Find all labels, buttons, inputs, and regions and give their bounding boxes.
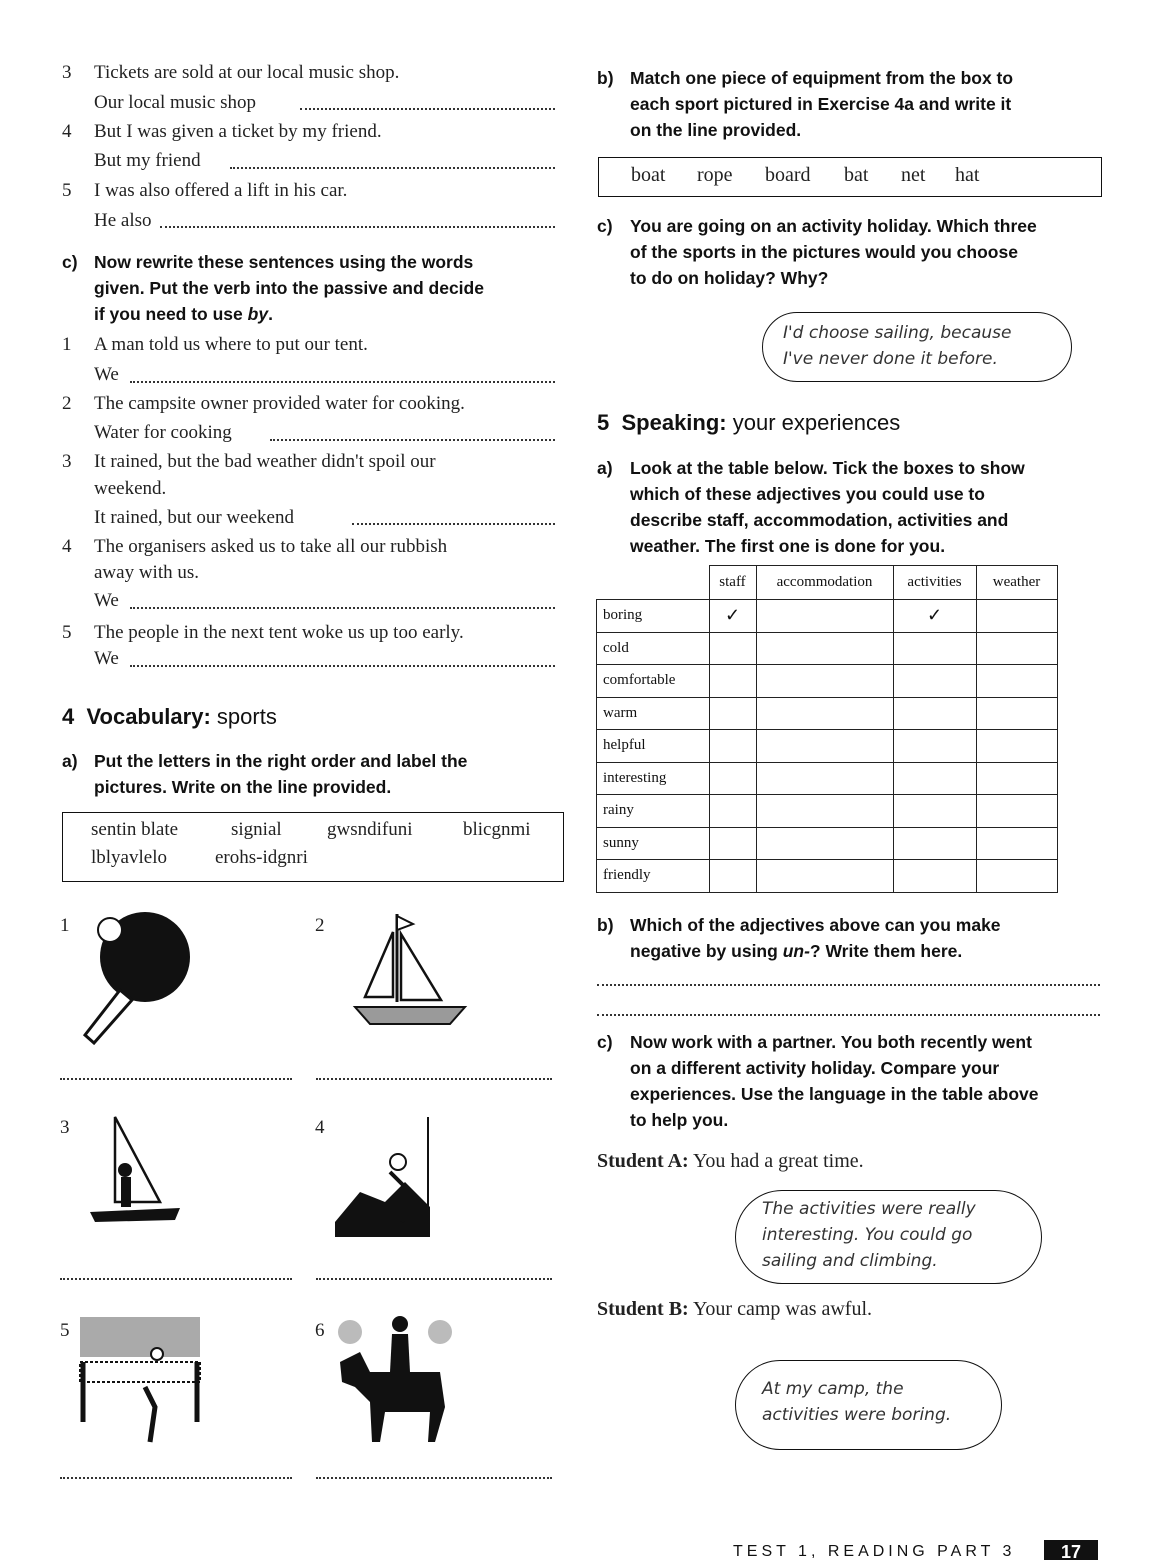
- sentence: It rained, but the bad weather didn't spoil our: [94, 451, 436, 472]
- student-a-line: [597, 1150, 864, 1173]
- row-label: warm: [597, 697, 710, 730]
- item-number: 3: [62, 451, 72, 472]
- student-b-line: [597, 1298, 872, 1321]
- sentence: The organisers asked us to take all our rubbish: [94, 536, 448, 557]
- exercise-label: b): [597, 915, 614, 935]
- tick-box[interactable]: [709, 730, 756, 763]
- tick-box[interactable]: [756, 632, 893, 665]
- equipment-word: rope: [697, 164, 733, 186]
- item-number: 5: [62, 622, 72, 643]
- instruction-text: if you need to use: [94, 304, 248, 324]
- instruction: to help you.: [630, 1110, 729, 1130]
- tick-box[interactable]: [756, 860, 893, 893]
- equipment-word: net: [901, 164, 926, 186]
- item-number: 3: [62, 62, 72, 83]
- item-number: 4: [62, 536, 72, 557]
- table-row: [597, 697, 1058, 730]
- instruction: given. Put the verb into the passive and decide: [94, 278, 484, 298]
- table-row: [597, 762, 1058, 795]
- tick-box[interactable]: [976, 860, 1057, 893]
- answer-line[interactable]: [60, 1278, 292, 1280]
- bubble-text: sailing and climbing.: [762, 1251, 938, 1271]
- table-row: [597, 827, 1058, 860]
- equipment-word: board: [765, 164, 811, 186]
- equipment-word: boat: [631, 164, 666, 186]
- item-number: 4: [62, 121, 72, 142]
- instruction: which of these adjectives you could use to: [630, 484, 985, 504]
- instruction: experiences. Use the language in the table above: [630, 1084, 1039, 1104]
- instruction-text: .: [268, 304, 273, 324]
- tick-box[interactable]: [756, 827, 893, 860]
- table-row: [597, 665, 1058, 698]
- answer-line[interactable]: [597, 984, 1100, 986]
- answer-line[interactable]: [160, 226, 555, 228]
- sentence: The people in the next tent woke us up too early.: [94, 622, 464, 643]
- instruction: on the line provided.: [630, 120, 802, 140]
- exercise-label: a): [62, 751, 78, 771]
- table-row: [597, 730, 1058, 763]
- bubble-text: activities were boring.: [762, 1405, 952, 1425]
- instruction: [94, 304, 273, 325]
- instruction: [630, 941, 962, 962]
- bubble-text: I've never done it before.: [783, 349, 998, 369]
- tick-box[interactable]: [709, 632, 756, 665]
- prompt: It rained, but our weekend: [94, 507, 294, 528]
- column-header: activities: [893, 566, 976, 600]
- row-label: cold: [597, 632, 710, 665]
- tick-box[interactable]: [976, 730, 1057, 763]
- picture-number: 1: [60, 915, 70, 936]
- tick-box[interactable]: [709, 860, 756, 893]
- row-label: rainy: [597, 795, 710, 828]
- bubble-text: interesting. You could go: [762, 1225, 973, 1245]
- tick-box[interactable]: [976, 762, 1057, 795]
- tick-box[interactable]: [709, 827, 756, 860]
- tick-box[interactable]: [709, 795, 756, 828]
- table-tennis-bat-icon: [80, 905, 200, 1045]
- section-heading: [597, 410, 900, 436]
- speaker-text: You had a great time.: [688, 1150, 864, 1172]
- tick-box[interactable]: [893, 665, 976, 698]
- anagram: sentin blate: [91, 819, 179, 840]
- sentence: weekend.: [94, 478, 167, 499]
- instruction: describe staff, accommodation, activities and: [630, 510, 1009, 530]
- anagram: lblyavlelo: [91, 847, 167, 868]
- sentence: Tickets are sold at our local music shop.: [94, 62, 400, 83]
- equipment-box: [598, 157, 1102, 197]
- tick-box[interactable]: ✓: [893, 600, 976, 633]
- prompt: Water for cooking: [94, 422, 232, 443]
- picture-number: 2: [315, 915, 325, 936]
- table-row: [597, 632, 1058, 665]
- section-heading: [62, 704, 277, 730]
- row-label: boring: [597, 600, 710, 633]
- sentence: The campsite owner provided water for cooking.: [94, 393, 465, 414]
- section-number: 5: [597, 410, 610, 435]
- picture-number: 3: [60, 1117, 70, 1138]
- instruction: Now rewrite these sentences using the words: [94, 252, 474, 272]
- answer-line[interactable]: [316, 1078, 552, 1080]
- table-row: [597, 860, 1058, 893]
- prompt: We: [94, 648, 119, 669]
- sailing-boat-icon: [335, 912, 475, 1032]
- instruction: weather. The first one is done for you.: [630, 536, 946, 556]
- tick-box[interactable]: [976, 665, 1057, 698]
- answer-line[interactable]: [130, 607, 555, 609]
- tick-box[interactable]: [756, 697, 893, 730]
- tick-box[interactable]: [893, 730, 976, 763]
- prompt: We: [94, 590, 119, 611]
- instruction: on a different activity holiday. Compare your: [630, 1058, 1000, 1078]
- rock-climbing-icon: [330, 1112, 440, 1242]
- tick-box[interactable]: [976, 697, 1057, 730]
- tick-box[interactable]: [976, 600, 1057, 633]
- instruction: Look at the table below. Tick the boxes to show: [630, 458, 1025, 478]
- answer-line[interactable]: [316, 1278, 552, 1280]
- answer-line[interactable]: [60, 1477, 292, 1479]
- row-label: interesting: [597, 762, 710, 795]
- instruction-text: negative by using: [630, 941, 783, 961]
- picture-number: 5: [60, 1320, 70, 1341]
- exercise-label: b): [597, 68, 614, 88]
- equipment-word: hat: [955, 164, 980, 186]
- instruction: pictures. Write on the line provided.: [94, 777, 392, 797]
- anagram: erohs-idgnri: [215, 847, 308, 868]
- sentence: away with us.: [94, 562, 200, 583]
- section-number: 4: [62, 704, 75, 729]
- tick-box[interactable]: [709, 697, 756, 730]
- tick-box[interactable]: [756, 762, 893, 795]
- windsurfing-icon: [85, 1112, 185, 1227]
- tick-box[interactable]: [893, 762, 976, 795]
- exercise-label: c): [597, 216, 613, 236]
- anagram-box: [62, 812, 564, 882]
- answer-line[interactable]: [230, 167, 555, 169]
- tick-box[interactable]: ✓: [709, 600, 756, 633]
- instruction: each sport pictured in Exercise 4a and write it: [630, 94, 1012, 114]
- row-label: helpful: [597, 730, 710, 763]
- tick-box[interactable]: [756, 795, 893, 828]
- footer-text: TEST 1, READING PART 3: [733, 1543, 1016, 1560]
- tick-box[interactable]: [756, 600, 893, 633]
- picture-number: 4: [315, 1117, 325, 1138]
- corner-cell: [597, 566, 710, 600]
- instruction-text: ? Write them here.: [809, 941, 963, 961]
- item-number: 1: [62, 334, 72, 355]
- column-header: weather: [976, 566, 1057, 600]
- bubble-text: At my camp, the: [762, 1379, 904, 1399]
- tick-box[interactable]: [893, 795, 976, 828]
- answer-line[interactable]: [270, 439, 555, 441]
- instruction: You are going on an activity holiday. Which three: [630, 216, 1037, 236]
- speech-bubble: [735, 1360, 1002, 1450]
- prompt: Our local music shop: [94, 92, 257, 113]
- bubble-text: The activities were really: [762, 1199, 976, 1219]
- instruction-italic: by: [247, 304, 269, 324]
- item-number: 5: [62, 180, 72, 201]
- table-row: [597, 795, 1058, 828]
- speaker-label: Student A:: [597, 1150, 689, 1172]
- answer-line[interactable]: [60, 1078, 292, 1080]
- adjective-table: [596, 565, 1058, 893]
- column-header: accommodation: [756, 566, 893, 600]
- row-label: friendly: [597, 860, 710, 893]
- instruction: Which of the adjectives above can you make: [630, 915, 1001, 935]
- anagram: blicgnmi: [463, 819, 531, 840]
- prompt: But my friend: [94, 150, 201, 171]
- volleyball-icon: [75, 1312, 205, 1447]
- prompt: He also: [94, 210, 152, 231]
- tick-box[interactable]: [893, 632, 976, 665]
- anagram: signial: [231, 819, 282, 840]
- instruction: of the sports in the pictures would you choose: [630, 242, 1018, 262]
- sentence: A man told us where to put our tent.: [94, 334, 368, 355]
- anagram: gwsndifuni: [327, 819, 413, 840]
- column-header: staff: [709, 566, 756, 600]
- bubble-text: I'd choose sailing, because: [783, 323, 1012, 343]
- exercise-label: a): [597, 458, 613, 478]
- horse-riding-icon: [330, 1312, 460, 1447]
- tick-box[interactable]: [756, 730, 893, 763]
- answer-line[interactable]: [597, 1014, 1100, 1016]
- instruction-italic: un-: [782, 941, 810, 961]
- tick-box[interactable]: [709, 665, 756, 698]
- answer-line[interactable]: [300, 108, 555, 110]
- tick-box[interactable]: [756, 665, 893, 698]
- row-label: sunny: [597, 827, 710, 860]
- instruction: to do on holiday? Why?: [630, 268, 829, 288]
- sentence: I was also offered a lift in his car.: [94, 180, 348, 201]
- tick-box[interactable]: [893, 827, 976, 860]
- tick-box[interactable]: [976, 827, 1057, 860]
- speaker-text: Your camp was awful.: [688, 1298, 873, 1320]
- speech-bubble: [735, 1190, 1042, 1284]
- equipment-word: bat: [844, 164, 869, 186]
- section-topic: your experiences: [726, 410, 901, 435]
- section-topic: sports: [210, 704, 277, 729]
- exercise-label: c): [62, 252, 78, 272]
- answer-line[interactable]: [316, 1477, 552, 1479]
- section-title: Vocabulary:: [86, 704, 211, 729]
- instruction: Match one piece of equipment from the box to: [630, 68, 1014, 88]
- tick-box[interactable]: [976, 795, 1057, 828]
- prompt: We: [94, 364, 119, 385]
- tick-box[interactable]: [893, 860, 976, 893]
- answer-line[interactable]: [352, 523, 555, 525]
- tick-box[interactable]: [976, 632, 1057, 665]
- picture-number: 6: [315, 1320, 325, 1341]
- speaker-label: Student B:: [597, 1298, 689, 1320]
- exercise-label: c): [597, 1032, 613, 1052]
- instruction: Now work with a partner. You both recently went: [630, 1032, 1032, 1052]
- tick-box[interactable]: [893, 697, 976, 730]
- section-title: Speaking:: [621, 410, 727, 435]
- table-row: [597, 600, 1058, 633]
- instruction: Put the letters in the right order and label the: [94, 751, 468, 771]
- item-number: 2: [62, 393, 72, 414]
- speech-bubble: [762, 312, 1072, 382]
- answer-line[interactable]: [130, 381, 555, 383]
- row-label: comfortable: [597, 665, 710, 698]
- page-number: 17: [1044, 1540, 1098, 1560]
- tick-box[interactable]: [709, 762, 756, 795]
- sentence: But I was given a ticket by my friend.: [94, 121, 382, 142]
- answer-line[interactable]: [130, 665, 555, 667]
